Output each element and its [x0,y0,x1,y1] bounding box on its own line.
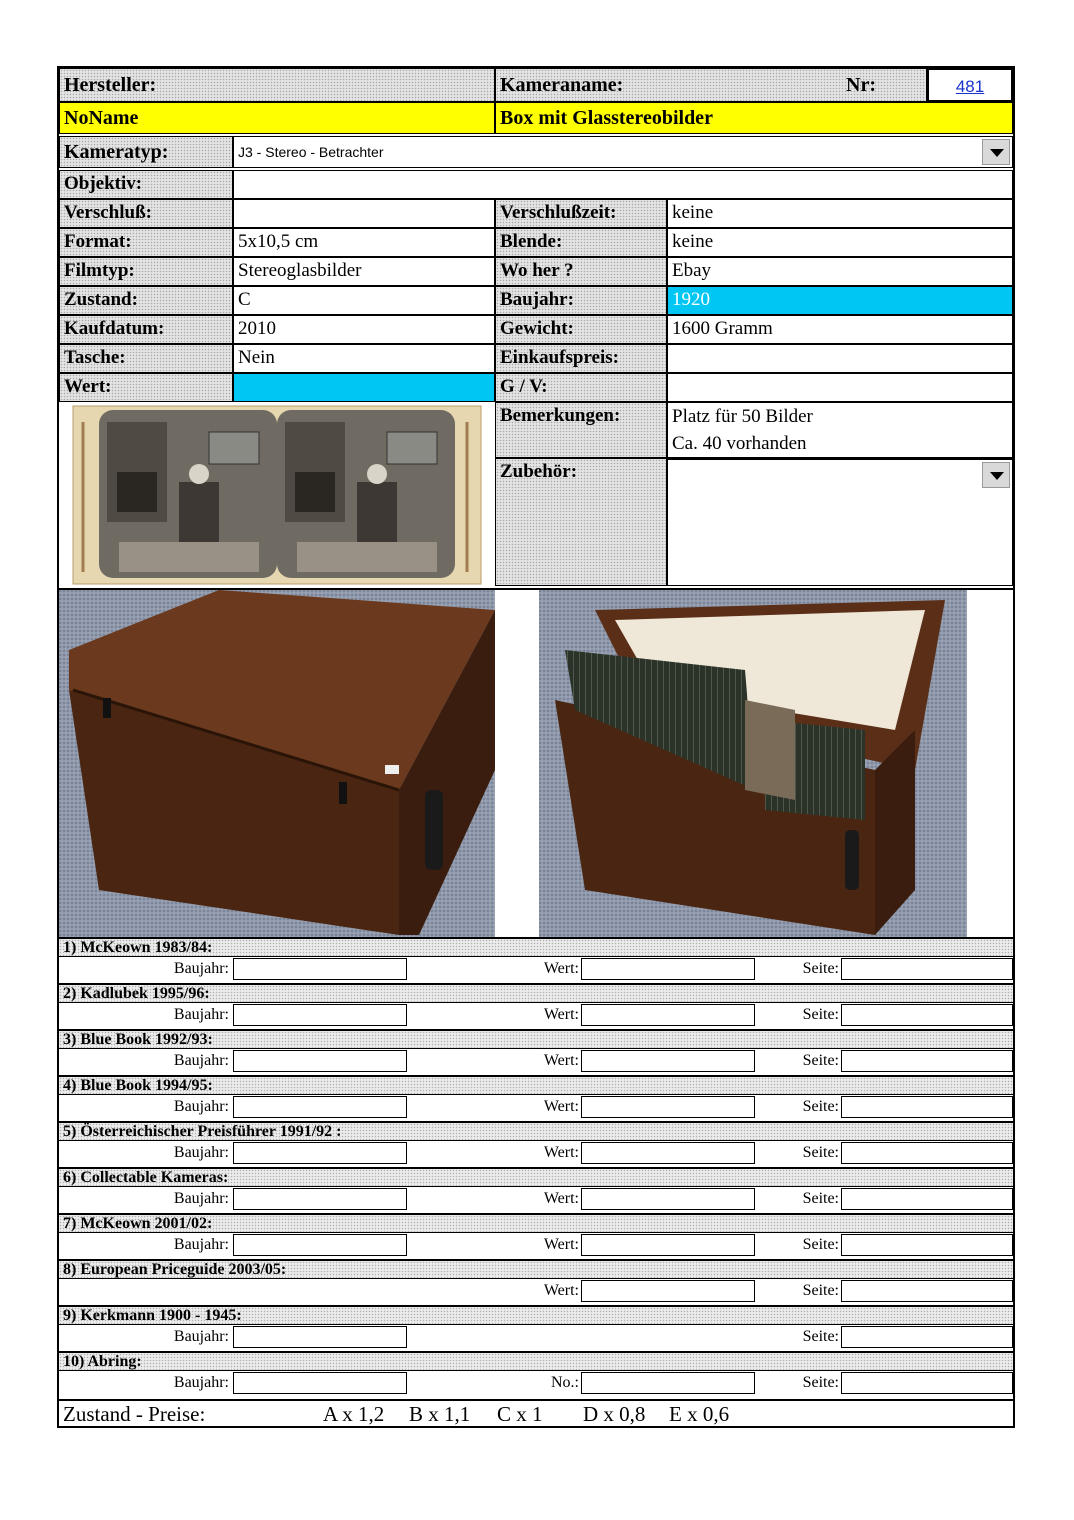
reference-seite-field[interactable] [841,958,1013,980]
reference-baujahr-label: Baujahr: [173,1052,229,1069]
verschluss-label: Verschluß: [59,199,233,228]
format-label: Format: [59,228,233,257]
reference-wert-field[interactable] [581,1050,755,1072]
reference-wert-field[interactable] [581,1096,755,1118]
gv-label: G / V: [495,373,667,402]
reference-seite-field[interactable] [841,1050,1013,1072]
camera-name-label-text: Kameraname: [500,74,624,96]
reference-seite-field[interactable] [841,1096,1013,1118]
blende-label: Blende: [495,228,667,257]
verschlusszeit-label: Verschlußzeit: [495,199,667,228]
wert-value [233,373,495,402]
kaufdatum-value: 2010 [233,315,495,344]
reference-seite-field[interactable] [841,1004,1013,1026]
reference-baujahr-field[interactable] [233,1050,407,1072]
reference-title: 7) McKeown 2001/02: [59,1213,1013,1233]
bemerkungen-line-1: Platz für 50 Bilder [672,406,813,427]
kameratyp-value: J3 - Stereo - Betrachter [238,144,384,160]
filmtyp-value: Stereoglasbilder [233,257,495,286]
format-value: 5x10,5 cm [233,228,495,257]
price-factor-b: B x 1,1 [409,1402,471,1426]
reference-row [59,1049,1013,1074]
reference-wert-label: Wert: [543,1282,579,1299]
price-factor-d: D x 0,8 [583,1402,646,1426]
zustand-label: Zustand: [59,286,233,315]
reference-baujahr-label: Baujahr: [173,1374,229,1391]
reference-baujahr-label: Baujahr: [173,1190,229,1207]
reference-title: 10) Abring: [59,1351,1013,1371]
camera-record-sheet [57,66,1015,1428]
gewicht-value: 1600 Gramm [667,315,1013,344]
reference-title: 6) Collectable Kameras: [59,1167,1013,1187]
reference-title: 4) Blue Book 1994/95: [59,1075,1013,1095]
reference-seite-field[interactable] [841,1188,1013,1210]
price-factor-e: E x 0,6 [669,1402,730,1426]
baujahr-value: 1920 [667,286,1013,315]
nr-link[interactable]: 481 [927,68,1013,102]
reference-title: 8) European Priceguide 2003/05: [59,1259,1013,1279]
reference-row [59,1095,1013,1120]
zustand-value: C [233,286,495,315]
condition-prices-label: Zustand - Preise: [63,1402,206,1426]
reference-title: 2) Kadlubek 1995/96: [59,983,1013,1003]
reference-baujahr-label: Baujahr: [173,960,229,977]
reference-wert-field[interactable] [581,1280,755,1302]
bemerkungen-line-2: Ca. 40 vorhanden [672,433,807,454]
reference-baujahr-field[interactable] [233,1188,407,1210]
reference-wert-label: Wert: [543,1236,579,1253]
reference-baujahr-field[interactable] [233,958,407,980]
reference-baujahr-label: Baujahr: [173,1006,229,1023]
zubehoer-dropdown[interactable] [667,458,1013,586]
reference-seite-label: Seite: [802,1374,839,1391]
reference-seite-field[interactable] [841,1372,1013,1394]
reference-seite-field[interactable] [841,1234,1013,1256]
bemerkungen-value [667,402,1013,458]
reference-seite-label: Seite: [802,960,839,977]
verschluss-value [233,199,495,228]
filmtyp-label: Filmtyp: [59,257,233,286]
zubehoer-label: Zubehör: [495,458,667,586]
reference-seite-label: Seite: [802,1236,839,1253]
stereo-card-image [59,402,496,586]
open-box-photo [495,588,1013,939]
price-factor-c: C x 1 [497,1402,543,1426]
baujahr-label: Baujahr: [495,286,667,315]
reference-wert-field[interactable] [581,958,755,980]
wert-label: Wert: [59,373,233,402]
nr-label: Nr: [846,74,876,96]
manufacturer-value: NoName [59,102,495,134]
verschlusszeit-value: keine [667,199,1013,228]
reference-list [59,937,1013,1397]
reference-title: 9) Kerkmann 1900 - 1945: [59,1305,1013,1325]
reference-row [59,1233,1013,1258]
reference-row [59,1003,1013,1028]
reference-baujahr-label: Baujahr: [173,1236,229,1253]
reference-seite-label: Seite: [802,1282,839,1299]
reference-title: 5) Österreichischer Preisführer 1991/92 : [59,1121,1013,1141]
reference-wert-field[interactable] [581,1234,755,1256]
reference-seite-field[interactable] [841,1142,1013,1164]
objektiv-label: Objektiv: [59,170,233,199]
tasche-value: Nein [233,344,495,373]
reference-baujahr-label: Baujahr: [173,1098,229,1115]
reference-baujahr-field[interactable] [233,1234,407,1256]
einkaufspreis-value [667,344,1013,373]
reference-wert-label: Wert: [543,1052,579,1069]
dropdown-arrow-icon[interactable] [982,462,1010,488]
blende-value: keine [667,228,1013,257]
dropdown-arrow-icon[interactable] [982,139,1010,165]
condition-prices-row [59,1399,1013,1428]
reference-seite-label: Seite: [802,1052,839,1069]
reference-wert-label: No.: [551,1374,579,1391]
manufacturer-label: Hersteller: [59,68,495,102]
kameratyp-label: Kameratyp: [59,136,233,168]
reference-wert-field[interactable] [581,1142,755,1164]
reference-row [59,1279,1013,1304]
bemerkungen-label: Bemerkungen: [495,402,667,458]
tasche-label: Tasche: [59,344,233,373]
reference-baujahr-field[interactable] [233,1142,407,1164]
reference-row [59,1371,1013,1396]
reference-row [59,1187,1013,1212]
reference-seite-label: Seite: [802,1190,839,1207]
reference-wert-field[interactable] [581,1188,755,1210]
reference-seite-label: Seite: [802,1098,839,1115]
reference-baujahr-field[interactable] [233,1096,407,1118]
reference-title: 1) McKeown 1983/84: [59,937,1013,957]
woher-value: Ebay [667,257,1013,286]
objektiv-value [233,170,1013,199]
kameratyp-dropdown[interactable] [233,136,1013,168]
reference-seite-field[interactable] [841,1280,1013,1302]
reference-baujahr-field[interactable] [233,1372,407,1394]
reference-wert-label: Wert: [543,960,579,977]
reference-wert-label: Wert: [543,1006,579,1023]
camera-name-value: Box mit Glasstereobilder [495,102,1013,134]
reference-baujahr-label: Baujahr: [173,1144,229,1161]
reference-seite-label: Seite: [802,1006,839,1023]
reference-wert-label: Wert: [543,1144,579,1161]
reference-baujahr-field[interactable] [233,1004,407,1026]
woher-label: Wo her ? [495,257,667,286]
price-factor-a: A x 1,2 [323,1402,385,1426]
reference-baujahr-field[interactable] [233,1326,407,1348]
reference-row [59,1141,1013,1166]
einkaufspreis-label: Einkaufspreis: [495,344,667,373]
reference-seite-label: Seite: [802,1144,839,1161]
reference-title: 3) Blue Book 1992/93: [59,1029,1013,1049]
reference-row [59,957,1013,982]
reference-wert-field[interactable] [581,1372,755,1394]
camera-name-label [495,68,927,102]
gv-value [667,373,1013,402]
closed-box-photo [59,588,496,939]
reference-wert-label: Wert: [543,1098,579,1115]
reference-wert-field[interactable] [581,1004,755,1026]
reference-row [59,1325,1013,1350]
gewicht-label: Gewicht: [495,315,667,344]
kaufdatum-label: Kaufdatum: [59,315,233,344]
reference-baujahr-label: Baujahr: [173,1328,229,1345]
reference-seite-field[interactable] [841,1326,1013,1348]
reference-wert-label: Wert: [543,1190,579,1207]
reference-seite-label: Seite: [802,1328,839,1345]
